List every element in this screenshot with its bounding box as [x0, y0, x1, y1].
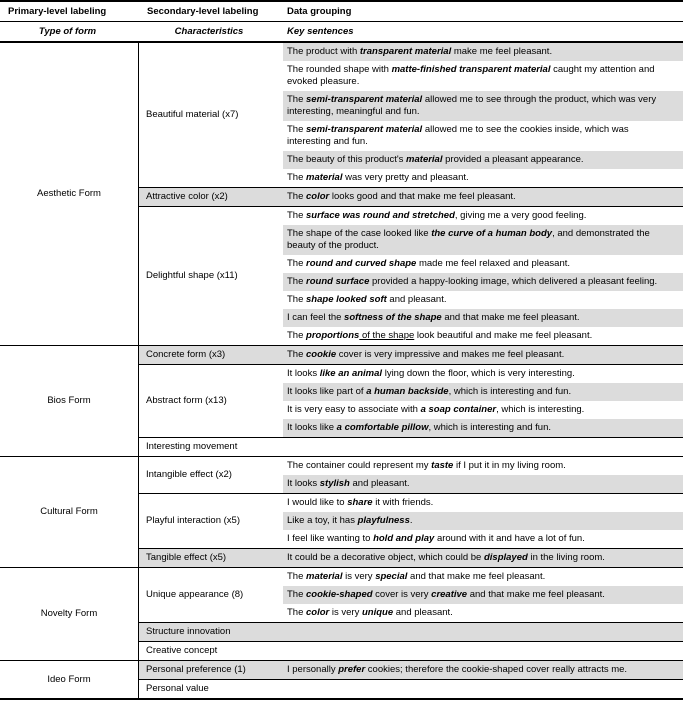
sentence-text: The shape of the case looked like: [287, 228, 432, 239]
sentence-text: , giving me a very good feeling.: [454, 210, 587, 221]
sentence-text: cover is very impressive and makes me feel pleasant.: [336, 349, 565, 360]
secondary-label: Structure innovation: [146, 626, 231, 637]
emphasized-phrase: like an animal: [319, 368, 383, 379]
sentence-text: if I put it in my living room.: [453, 460, 566, 471]
emphasized-phrase: playfulness: [357, 515, 410, 526]
sentence-text: made me feel relaxed and pleasant.: [416, 258, 571, 269]
emphasized-phrase: material: [306, 172, 343, 183]
key-sentence: [283, 494, 683, 512]
emphasized-phrase: unique: [361, 607, 394, 618]
primary-label: Cultural Form: [0, 457, 139, 567]
sentence-text: and that make me feel pleasant.: [407, 571, 546, 582]
key-sentence: [283, 604, 683, 622]
sentence-list: [283, 188, 683, 206]
sentence-text: cookies; therefore the cookie-shaped cover really attracts me.: [365, 664, 628, 675]
sentence-text: look beautiful and make me feel pleasant.: [414, 330, 593, 341]
key-sentence: [283, 661, 683, 679]
key-sentence: [283, 91, 683, 121]
sentence-text: The: [287, 349, 307, 360]
secondary-label: Personal preference (1): [146, 664, 246, 675]
sentence-text: The: [287, 330, 307, 341]
key-sentence: [283, 530, 683, 548]
sentence-text: looks good and that make me feel pleasant.: [329, 191, 516, 202]
emphasized-phrase: creative: [431, 589, 468, 600]
secondary-label: Delightful shape (x11): [146, 270, 238, 281]
secondary-label: Unique appearance (8): [146, 589, 244, 600]
sentence-text: The beauty of this product's: [287, 154, 407, 165]
emphasized-phrase: stylish: [319, 478, 350, 489]
section-row: [0, 567, 683, 660]
secondary-group: [139, 493, 683, 548]
key-sentence: [283, 121, 683, 151]
sentence-text: and that make me feel pleasant.: [441, 312, 580, 323]
key-sentence: [283, 61, 683, 91]
key-sentence: [283, 568, 683, 586]
secondary-label: Concrete form (x3): [146, 349, 226, 360]
key-sentence: [283, 255, 683, 273]
sentence-text: The: [287, 589, 307, 600]
sentence-text: The: [287, 210, 307, 221]
secondary-label: Beautiful material (x7): [146, 109, 239, 120]
secondary-group: [139, 364, 683, 437]
secondary-label: Interesting movement: [146, 441, 238, 452]
sentence-text: , which is interesting and fun.: [428, 422, 552, 433]
sentence-text: The: [287, 172, 307, 183]
key-sentence: [283, 291, 683, 309]
sentence-list: [283, 661, 683, 679]
secondary-group: [139, 437, 683, 456]
sentence-text: The: [287, 258, 307, 269]
key-sentence: [283, 401, 683, 419]
sentence-text: around with it and have a lot of fun.: [434, 533, 585, 544]
emphasized-phrase: material: [306, 571, 343, 582]
sentence-text: and pleasant.: [349, 478, 410, 489]
group-list: [139, 457, 683, 567]
key-sentence: [283, 151, 683, 169]
sentence-text: , and demonstrated the beauty of the product.: [287, 228, 650, 251]
key-sentence: [283, 225, 683, 255]
emphasized-phrase: softness of the shape: [344, 312, 442, 323]
sentence-text: I would like to: [287, 497, 348, 508]
header-key-sentences: Key sentences: [287, 25, 354, 37]
sentence-text: cover is very: [372, 589, 432, 600]
sentence-list: [283, 623, 683, 641]
emphasized-phrase: material: [406, 154, 443, 165]
sentence-text: caught my attention and evoked pleasure.: [287, 64, 655, 87]
header-secondary-level: Secondary-level labeling: [147, 5, 259, 17]
sentence-text: It looks like part of: [287, 386, 367, 397]
sentence-text: The: [287, 94, 307, 105]
sentence-text: is very: [342, 571, 376, 582]
emphasized-phrase: color: [306, 191, 330, 202]
sentence-text: allowed me to see through the product, which was very interesting, meaningful and fun.: [287, 94, 657, 117]
sentence-text: lying down the floor, which is very interesting.: [382, 368, 575, 379]
sentence-text: I feel like wanting to: [287, 533, 374, 544]
secondary-label: Creative concept: [146, 645, 218, 656]
sentence-text: I personally: [287, 664, 339, 675]
sentence-list: [283, 346, 683, 364]
section-row: [0, 660, 683, 698]
sentence-text: , which is interesting and fun.: [448, 386, 572, 397]
sentence-text: is very: [329, 607, 362, 618]
sentence-list: [283, 365, 683, 437]
sentence-text: Like a toy, it has: [287, 515, 358, 526]
header-data-grouping: Data grouping: [287, 5, 352, 17]
group-list: [139, 661, 683, 698]
header-characteristics: Characteristics: [174, 25, 244, 37]
emphasized-phrase: semi-transparent material: [306, 124, 423, 135]
emphasized-phrase: matte-finished transparent material: [391, 64, 551, 75]
sentence-text: , which is interesting.: [496, 404, 585, 415]
sentence-text: The container could represent my: [287, 460, 432, 471]
key-sentence: [283, 327, 683, 345]
sentence-text: in the living room.: [527, 552, 605, 563]
emphasized-phrase: proportions: [306, 330, 360, 341]
sentence-list: [283, 680, 683, 698]
sentence-text: It looks: [287, 368, 320, 379]
emphasized-phrase: taste: [431, 460, 454, 471]
sentence-list: [283, 457, 683, 493]
sentence-list: [283, 568, 683, 622]
key-sentence: [283, 457, 683, 475]
secondary-label: Intangible effect (x2): [146, 469, 232, 480]
header-row-labeling: [0, 2, 683, 22]
emphasized-phrase: special: [375, 571, 408, 582]
sentence-list: [283, 494, 683, 548]
sentence-text: It looks: [287, 478, 320, 489]
key-sentence: [283, 586, 683, 604]
sentence-text: The rounded shape with: [287, 64, 392, 75]
table-body: [0, 43, 683, 698]
sentence-text: was very pretty and pleasant.: [342, 172, 469, 183]
primary-label: Ideo Form: [0, 661, 139, 698]
sentence-text: The: [287, 607, 307, 618]
emphasized-phrase: round surface: [306, 276, 370, 287]
sentence-text: and that make me feel pleasant.: [467, 589, 605, 600]
emphasized-phrase: semi-transparent material: [306, 94, 423, 105]
sentence-text: It is very easy to associate with: [287, 404, 421, 415]
emphasized-phrase: cookie-shaped: [306, 589, 373, 600]
sentence-text: it with friends.: [372, 497, 434, 508]
key-sentence: [283, 169, 683, 187]
sentence-text: provided a happy-looking image, which delivered a pleasant feeling.: [369, 276, 658, 287]
emphasized-phrase: a soap container: [420, 404, 497, 415]
sentence-text: The: [287, 191, 307, 202]
emphasized-phrase: color: [306, 607, 330, 618]
emphasized-phrase: surface was round and stretched: [306, 210, 455, 221]
secondary-label: Attractive color (x2): [146, 191, 228, 202]
key-sentence: [283, 309, 683, 327]
sentence-list: [283, 438, 683, 456]
secondary-group: [139, 457, 683, 493]
header-row-sublabels: [0, 22, 683, 43]
secondary-group: [139, 679, 683, 698]
emphasized-phrase: prefer: [338, 664, 366, 675]
secondary-group: [139, 206, 683, 345]
group-list: [139, 568, 683, 660]
sentence-text: I can feel the: [287, 312, 345, 323]
sentence-text: .: [409, 515, 413, 526]
section-row: [0, 43, 683, 345]
secondary-label: Tangible effect (x5): [146, 552, 227, 563]
sentence-text: The: [287, 294, 307, 305]
section-row: [0, 345, 683, 456]
header-primary-level: Primary-level labeling: [8, 5, 107, 17]
sentence-text: The: [287, 571, 307, 582]
emphasized-phrase: hold and play: [373, 533, 435, 544]
group-list: [139, 346, 683, 456]
emphasized-phrase: a human backside: [366, 386, 449, 397]
secondary-label: Personal value: [146, 683, 209, 694]
key-sentence: [283, 43, 683, 61]
emphasized-phrase: displayed: [483, 552, 528, 563]
emphasized-phrase: a comfortable pillow: [336, 422, 429, 433]
sentence-list: [283, 43, 683, 187]
emphasized-phrase: round and curved shape: [306, 258, 417, 269]
sentence-list: [283, 642, 683, 660]
secondary-label: Playful interaction (x5): [146, 515, 240, 526]
key-sentence: [283, 549, 683, 567]
secondary-label: Abstract form (x13): [146, 395, 227, 406]
sentence-text: provided a pleasant appearance.: [442, 154, 584, 165]
secondary-group: [139, 346, 683, 364]
sentence-text: allowed me to see the cookies inside, which was interesting and fun.: [287, 124, 629, 147]
secondary-group: [139, 641, 683, 660]
key-sentence: [283, 207, 683, 225]
header-type-of-form: Type of form: [38, 25, 97, 37]
sentence-text: and pleasant.: [393, 607, 453, 618]
secondary-group: [139, 187, 683, 206]
sentence-list: [283, 549, 683, 567]
sentence-text: make me feel pleasant.: [451, 46, 553, 57]
key-sentence: [283, 365, 683, 383]
emphasized-phrase: cookie: [306, 349, 337, 360]
emphasized-phrase: transparent material: [359, 46, 452, 57]
sentence-text: It could be a decorative object, which could be: [287, 552, 484, 563]
sentence-text: It looks like: [287, 422, 337, 433]
sentence-text: The: [287, 276, 307, 287]
secondary-group: [139, 661, 683, 679]
secondary-group: [139, 568, 683, 622]
key-sentence: [283, 512, 683, 530]
primary-label: Aesthetic Form: [0, 43, 139, 345]
emphasized-phrase: shape looked soft: [306, 294, 387, 305]
secondary-group: [139, 548, 683, 567]
key-sentence: [283, 419, 683, 437]
key-sentence: [283, 346, 683, 364]
key-sentence: [283, 475, 683, 493]
group-list: [139, 43, 683, 345]
secondary-group: [139, 622, 683, 641]
primary-label: Novelty Form: [0, 568, 139, 660]
key-sentence: [283, 188, 683, 206]
sentence-text: The product with: [287, 46, 360, 57]
sentence-list: [283, 207, 683, 345]
underlined-phrase: of the shape: [359, 330, 415, 341]
sentence-text: and pleasant.: [386, 294, 447, 305]
primary-label: Bios Form: [0, 346, 139, 456]
secondary-group: [139, 43, 683, 187]
emphasized-phrase: the curve of a human body: [431, 228, 553, 239]
key-sentence: [283, 273, 683, 291]
sentence-text: The: [287, 124, 307, 135]
key-sentence: [283, 383, 683, 401]
section-row: [0, 456, 683, 567]
emphasized-phrase: share: [347, 497, 373, 508]
